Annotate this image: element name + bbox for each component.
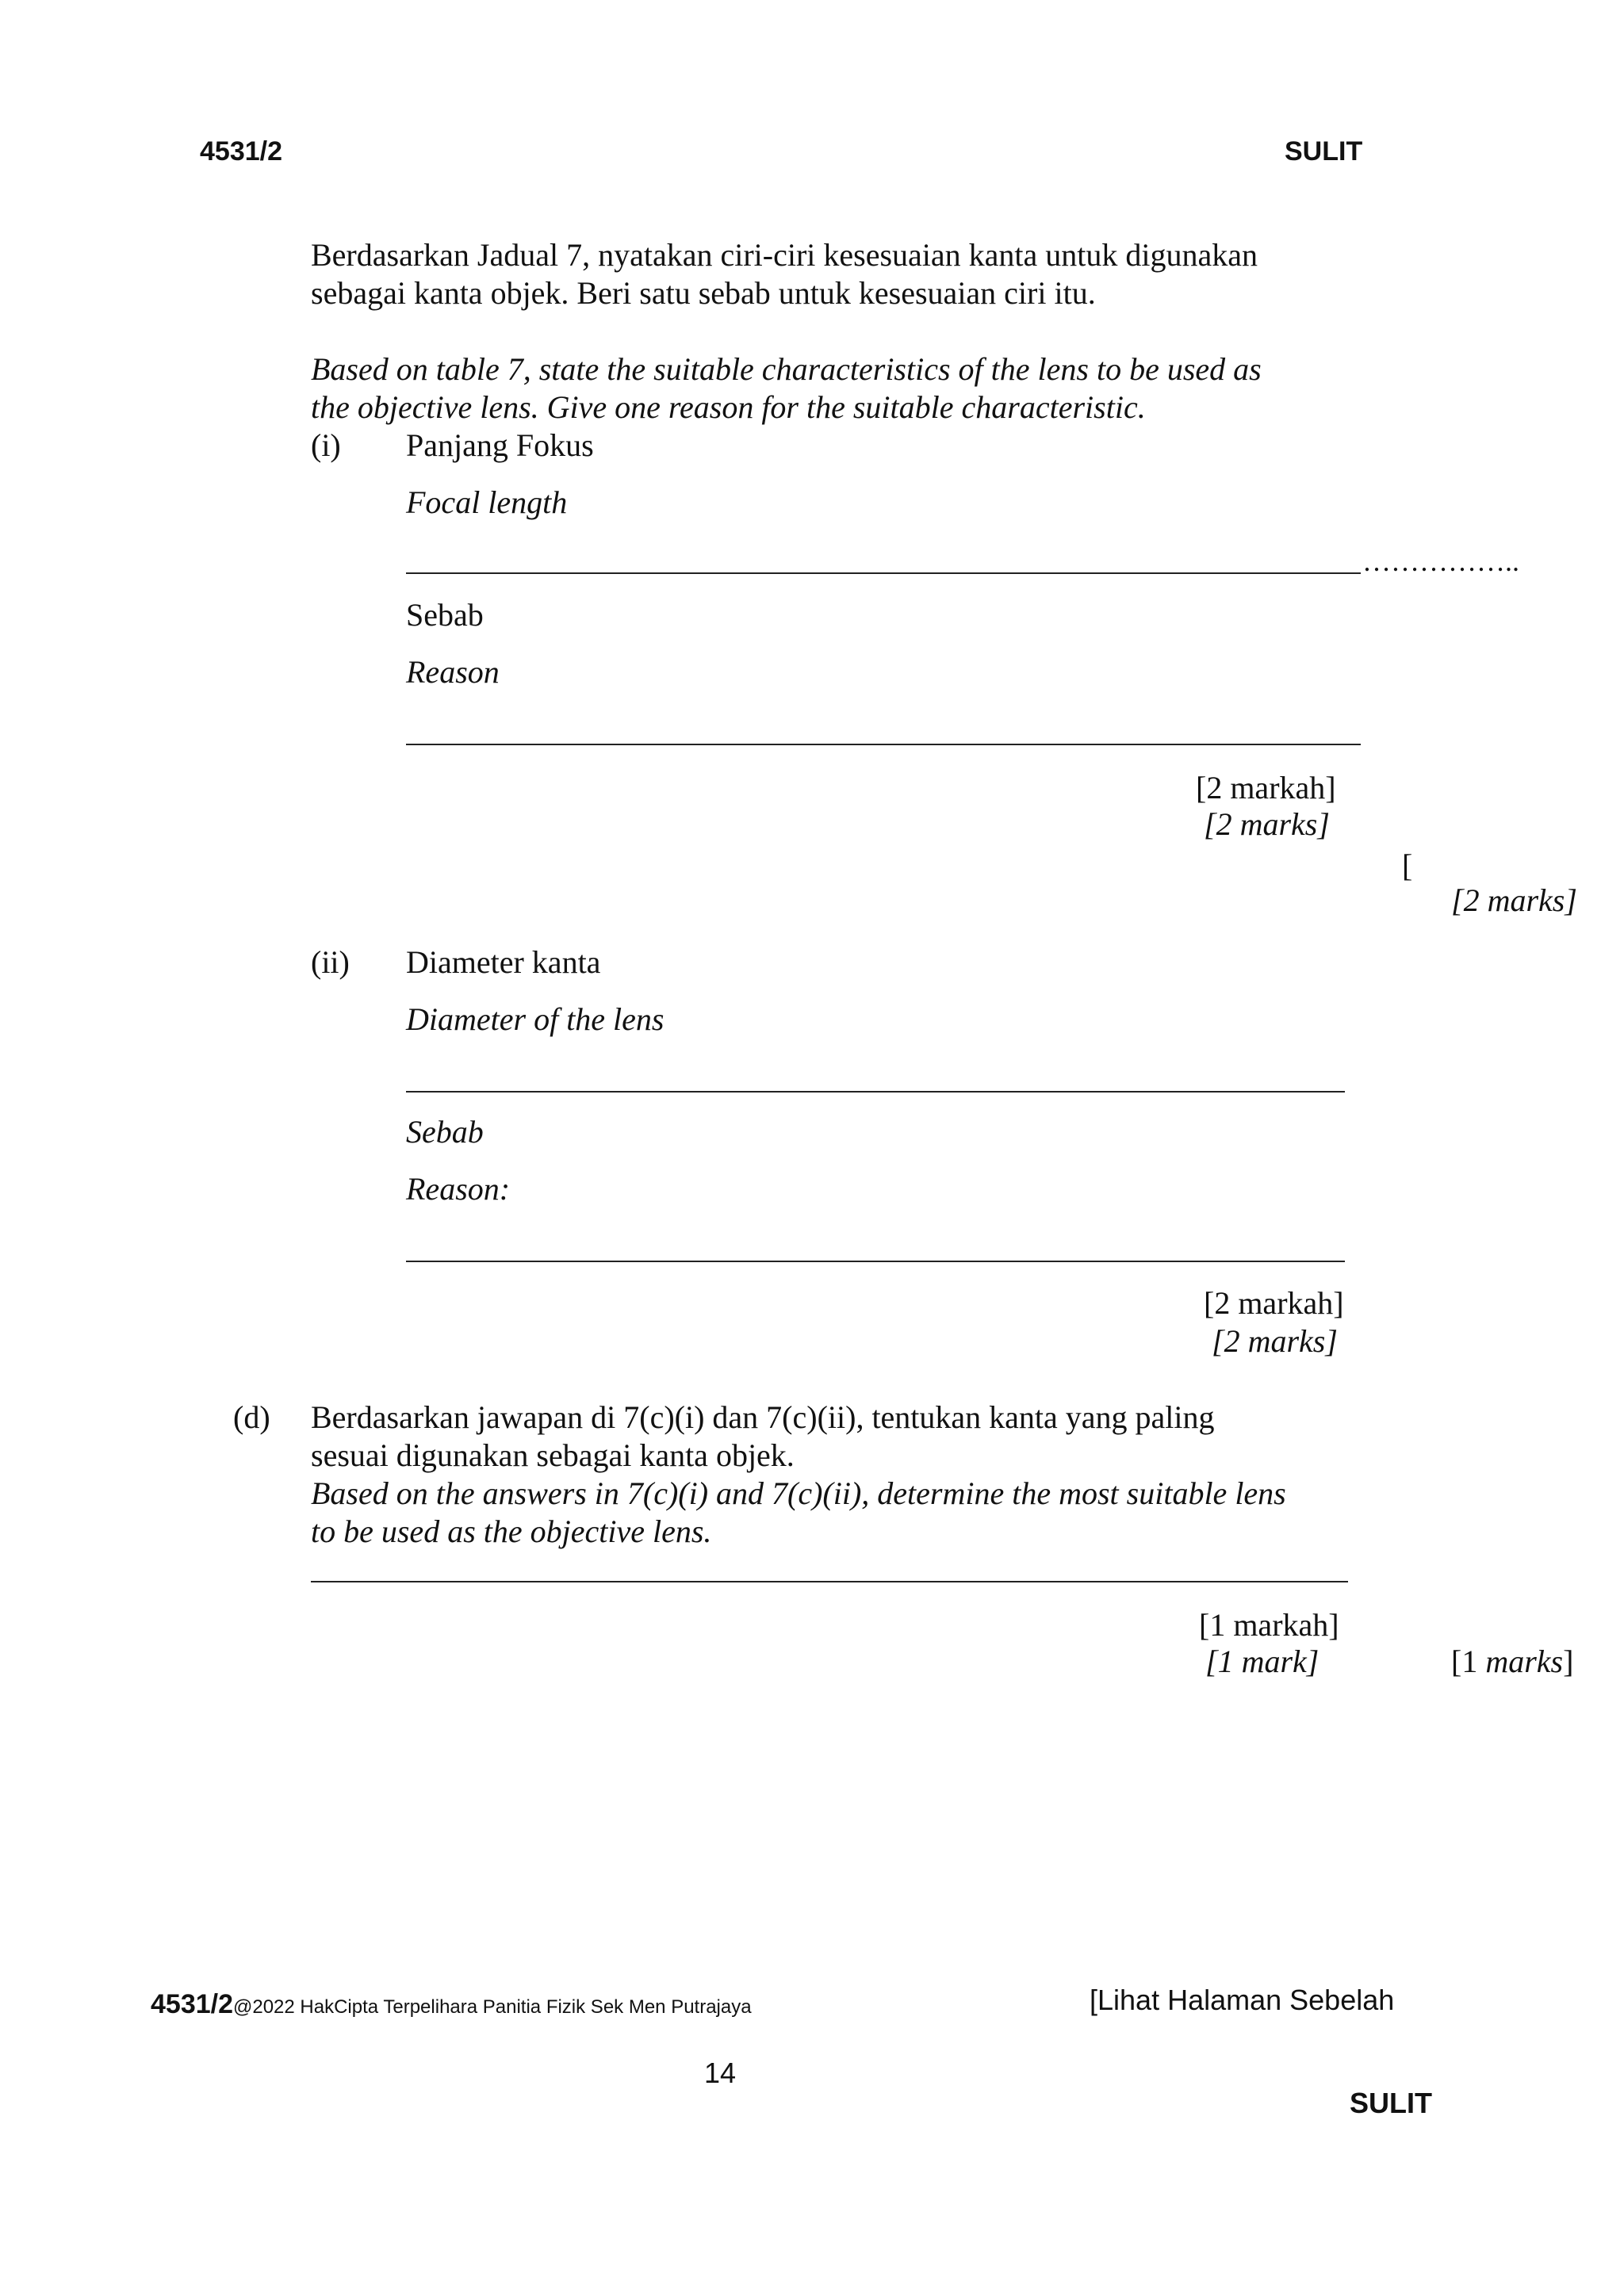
part-ii-marks-malay: [2 markah] xyxy=(1204,1285,1344,1321)
part-i-title-english: Focal length xyxy=(406,484,568,520)
footer-copyright-line xyxy=(151,1988,752,2026)
stray-marks-d: [1 marks] xyxy=(1451,1644,1574,1679)
header-classification: SULIT xyxy=(1285,136,1363,166)
stray-marks-label: [2 marks] xyxy=(1451,882,1577,918)
part-i-reason-malay: Sebab xyxy=(406,597,484,633)
question-d-malay-line-2: sesuai digunakan sebagai kanta objek. xyxy=(311,1437,795,1473)
question-d-answer-line[interactable] xyxy=(311,1581,1348,1582)
part-ii-title-malay: Diameter kanta xyxy=(406,944,601,980)
question-c-english-line-1: Based on table 7, state the suitable characteristics of the lens to be used as xyxy=(311,351,1262,387)
part-i-answer-line[interactable] xyxy=(406,572,1361,574)
part-i-reason-answer-line[interactable] xyxy=(406,744,1361,745)
question-c-malay-line-1: Berdasarkan Jadual 7, nyatakan ciri-ciri kesesuaian kanta untuk digunakan xyxy=(311,237,1258,273)
question-c-malay-line-2: sebagai kanta objek. Beri satu sebab untuk kesesuaian ciri itu. xyxy=(311,275,1096,311)
part-i-marks-malay: [2 markah] xyxy=(1196,770,1336,806)
question-d-label: (d) xyxy=(233,1399,270,1435)
question-d-english-line-2: to be used as the objective lens. xyxy=(311,1513,712,1549)
question-d-malay-line-1: Berdasarkan jawapan di 7(c)(i) dan 7(c)(ii), tentukan kanta yang paling xyxy=(311,1399,1215,1435)
part-ii-label: (ii) xyxy=(311,944,350,980)
part-i-marks-english: [2 marks] xyxy=(1204,806,1330,842)
footer-next-page: [Lihat Halaman Sebelah xyxy=(1090,1984,1395,2016)
question-d-english-line-1: Based on the answers in 7(c)(i) and 7(c)(ii), determine the most suitable lens xyxy=(311,1475,1286,1511)
part-i-title-malay: Panjang Fokus xyxy=(406,427,594,463)
stray-bracket: [ xyxy=(1402,848,1413,883)
footer-page-number: 14 xyxy=(704,2057,737,2089)
part-i-label: (i) xyxy=(311,427,341,463)
part-i-reason-english: Reason xyxy=(406,654,500,690)
question-d-marks-malay: [1 markah] xyxy=(1199,1607,1339,1643)
footer-code: 4531/2 xyxy=(151,1989,233,2019)
part-ii-title-english: Diameter of the lens xyxy=(406,1001,665,1037)
part-ii-answer-line[interactable] xyxy=(406,1091,1345,1093)
part-i-answer-dots: …………….. xyxy=(1362,545,1519,577)
footer-classification: SULIT xyxy=(1350,2087,1432,2119)
footer-copyright: @2022 HakCipta Terpelihara Panitia Fizik Sek Men Putrajaya xyxy=(233,1996,752,2018)
part-ii-marks-english: [2 marks] xyxy=(1212,1323,1338,1359)
part-ii-reason-answer-line[interactable] xyxy=(406,1261,1345,1262)
question-d-marks-english: [1 mark] xyxy=(1205,1644,1320,1679)
part-ii-reason-malay: Sebab xyxy=(406,1114,484,1150)
part-ii-reason-english: Reason: xyxy=(406,1171,511,1207)
question-c-english-line-2: the objective lens. Give one reason for the suitable characteristic. xyxy=(311,389,1146,425)
header-code: 4531/2 xyxy=(200,136,282,166)
